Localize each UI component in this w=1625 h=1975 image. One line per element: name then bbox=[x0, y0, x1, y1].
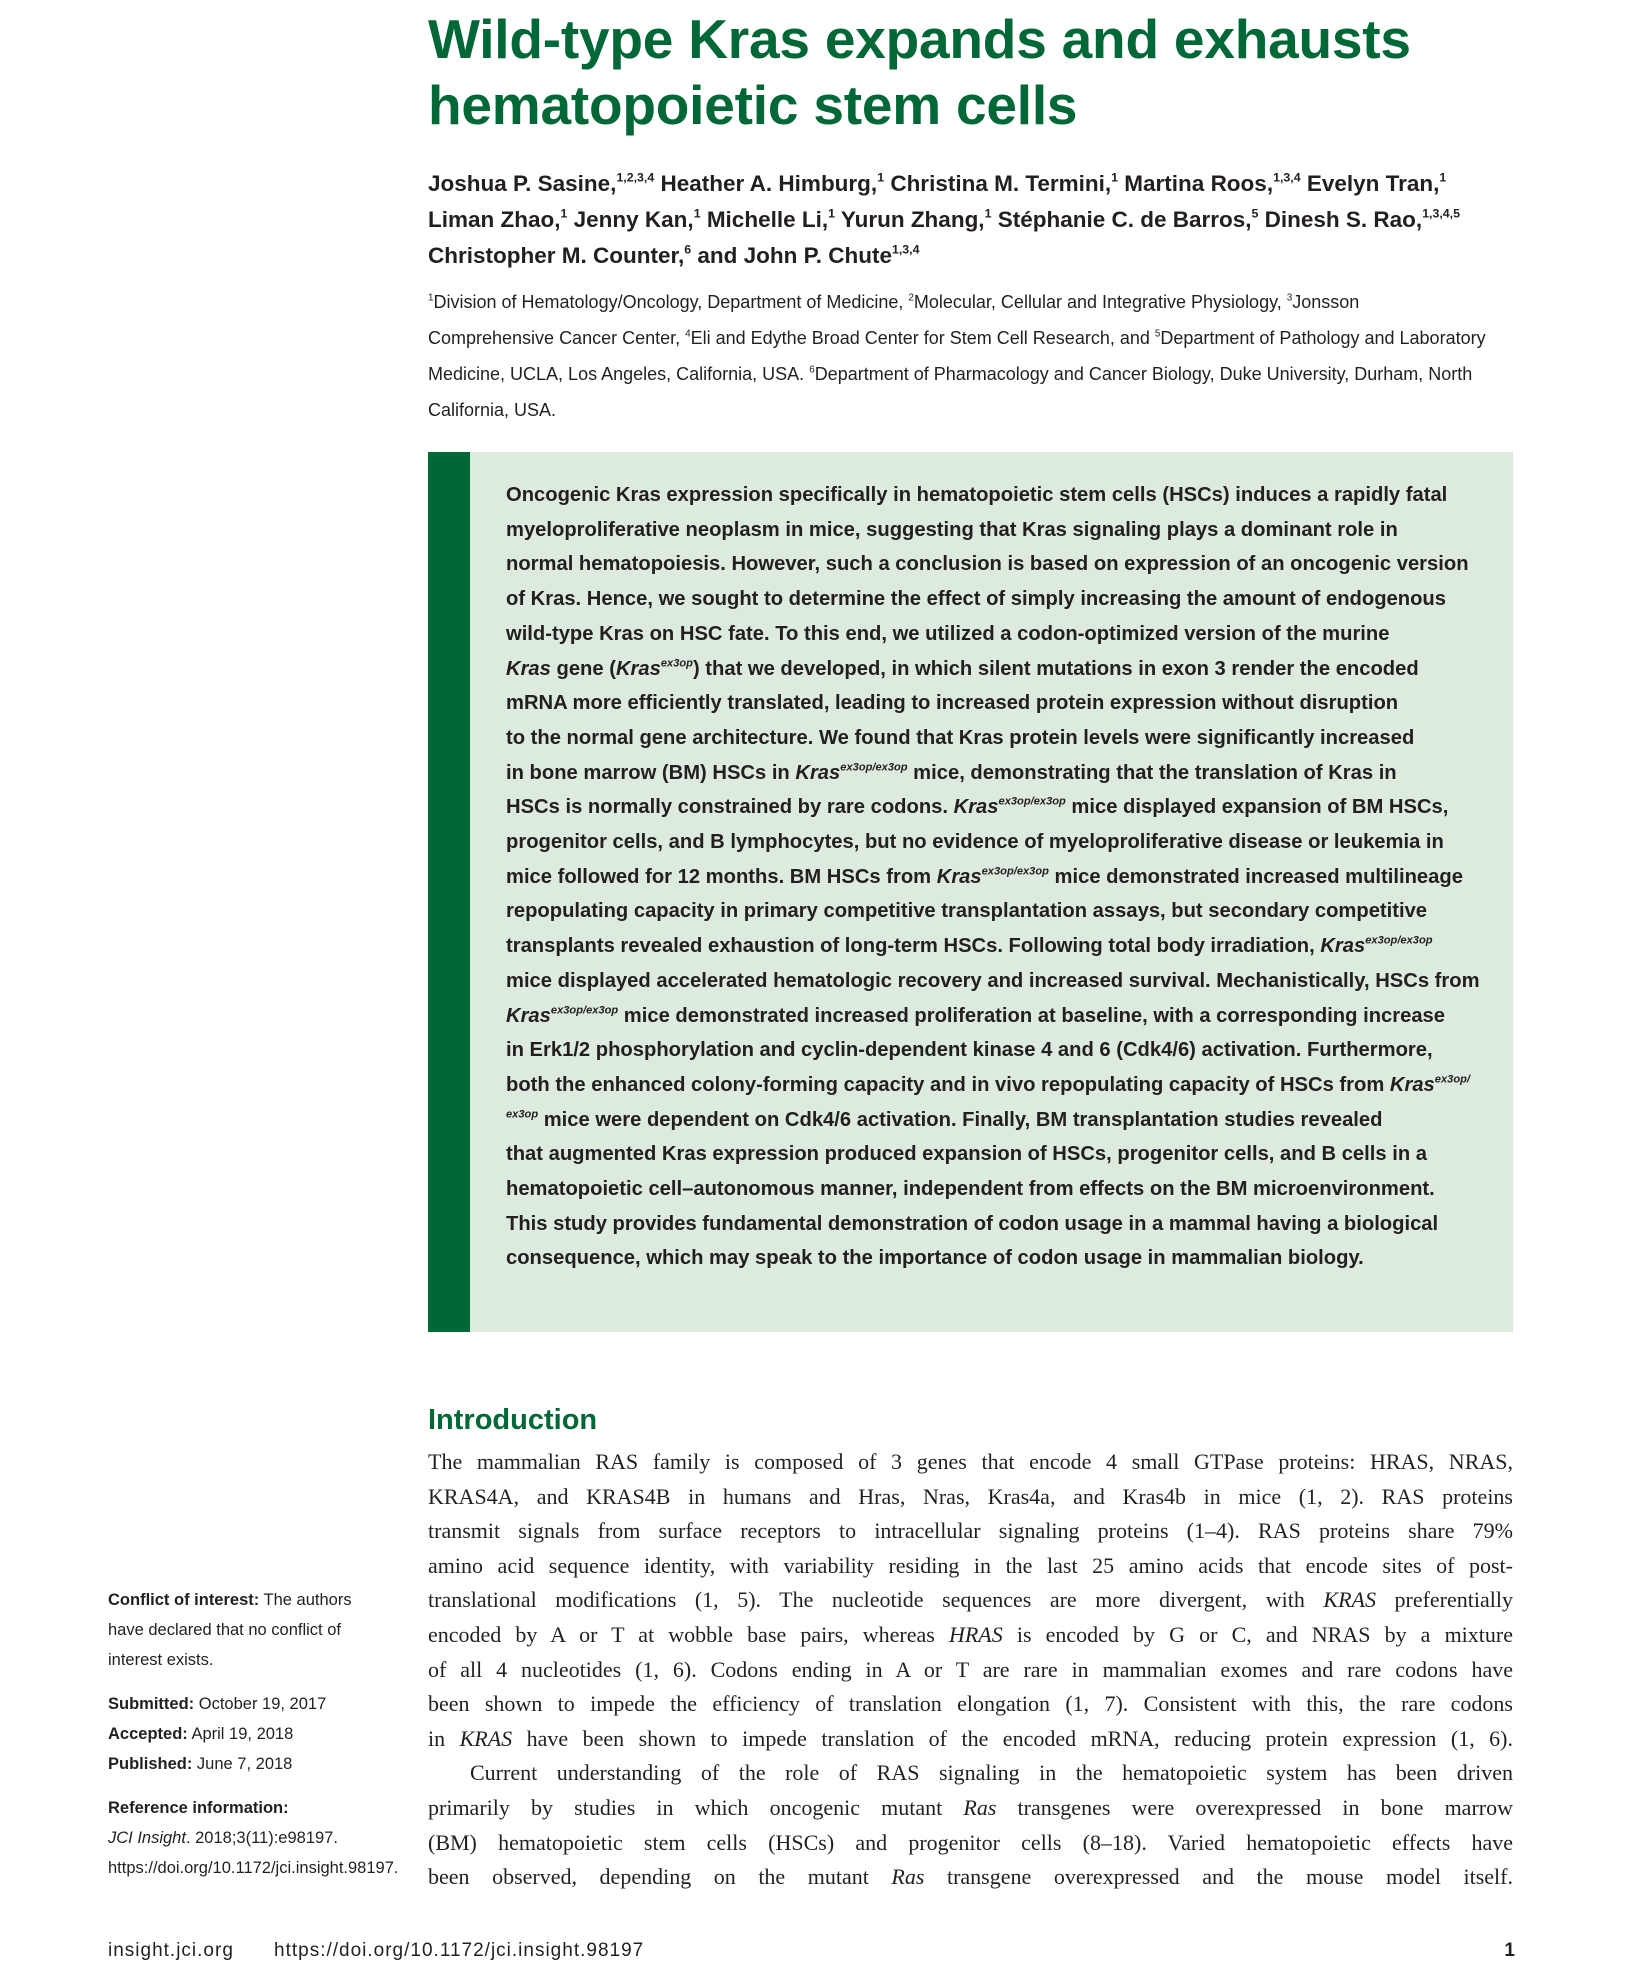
affiliation-text: Division of Hematology/Oncology, Department of Medicine, bbox=[433, 292, 909, 312]
text-run: repopulating capacity in primary competitive transplantation assays, but secondary competitive bbox=[506, 900, 1428, 923]
abstract-line bbox=[506, 825, 1496, 860]
text-run: have been shown to impede translation of the encoded mRNA, reducing protein expression (1, 6). bbox=[512, 1725, 1513, 1751]
footer-doi-link[interactable]: https://doi.org/10.1172/jci.insight.98197 bbox=[274, 1940, 645, 1961]
reference-label: Reference information: bbox=[108, 1799, 289, 1817]
affiliation-text: Molecular, Cellular and Integrative Physiology, bbox=[913, 292, 1287, 312]
abstract-line bbox=[506, 1033, 1496, 1068]
author-affiliation-marker: 1 bbox=[693, 206, 701, 221]
abstract-line bbox=[506, 582, 1496, 617]
introduction-line bbox=[428, 1826, 1513, 1861]
genotype-superscript: ex3op/ex3op bbox=[1365, 934, 1433, 947]
text-run: (BM) hematopoietic stem cells (HSCs) and progenitor cells (8–18). Varied hematopoietic effects have bbox=[428, 1829, 1513, 1855]
text-run: mRNA more efficiently translated, leading to increased protein expression without disruption bbox=[506, 692, 1399, 715]
author-name: Martina Roos, bbox=[1118, 171, 1274, 196]
italic-term: Kras bbox=[615, 657, 661, 680]
abstract-line bbox=[506, 1172, 1496, 1207]
abstract-line bbox=[506, 617, 1496, 652]
introduction-line bbox=[428, 1653, 1513, 1688]
text-run: both the enhanced colony-forming capacity and in vivo repopulating capacity of HSCs from bbox=[506, 1073, 1390, 1096]
text-run: hematopoietic cell–autonomous manner, independent from effects on the BM microenvironment. bbox=[506, 1178, 1435, 1201]
affiliations bbox=[428, 284, 1488, 428]
introduction-line bbox=[428, 1445, 1513, 1480]
italic-term: Kras bbox=[506, 657, 551, 680]
accepted-label: Accepted: bbox=[108, 1725, 188, 1743]
affiliation-text: Department of Pathology and Laboratory Medicine, UCLA, Los Angeles, California, USA. bbox=[428, 328, 1486, 384]
abstract-line bbox=[506, 964, 1496, 999]
published-label: Published: bbox=[108, 1755, 193, 1773]
conflict-label: Conflict of interest: bbox=[108, 1591, 260, 1609]
text-run: mice were dependent on Cdk4/6 activation. Finally, BM transplantation studies revealed bbox=[538, 1108, 1383, 1131]
author-name: Evelyn Tran, bbox=[1300, 171, 1440, 196]
text-run: mice demonstrated increased proliferation at baseline, with a corresponding increase bbox=[618, 1004, 1446, 1027]
conflict-text: The authors have declared that no conflict of interest exists. bbox=[108, 1591, 352, 1669]
author-line bbox=[428, 166, 1528, 202]
abstract-line bbox=[506, 860, 1496, 895]
italic-term: Kras bbox=[1320, 935, 1366, 958]
author-name: and John P. Chute bbox=[691, 243, 892, 268]
text-run: mice displayed accelerated hematologic recovery and increased survival. Mechanistically, HSCs from bbox=[506, 969, 1480, 992]
text-run: HSCs is normally constrained by rare codons. bbox=[506, 796, 954, 819]
abstract-line bbox=[506, 929, 1496, 964]
italic-term: HRAS bbox=[948, 1621, 1003, 1647]
introduction-line bbox=[428, 1549, 1513, 1584]
text-run: The mammalian RAS family is composed of 3 genes that encode 4 small GTPase proteins: HRAS, NRAS, bbox=[428, 1449, 1513, 1474]
text-run: amino acid sequence identity, with variability residing in the last 25 amino acids that encode sites of post- bbox=[428, 1552, 1513, 1578]
text-run: transgene overexpressed and the mouse model itself. bbox=[924, 1864, 1513, 1890]
text-run: wild-type Kras on HSC fate. To this end, we utilized a codon-optimized version of the murine bbox=[506, 622, 1390, 645]
author-name: Liman Zhao, bbox=[428, 207, 561, 232]
abstract-line bbox=[506, 1103, 1496, 1138]
author-name: Heather A. Himburg, bbox=[654, 171, 878, 196]
accepted-value: April 19, 2018 bbox=[187, 1725, 294, 1743]
submitted-value: October 19, 2017 bbox=[194, 1695, 327, 1713]
affiliation-marker: 3 bbox=[1286, 292, 1293, 304]
genotype-superscript: ex3op/ex3op bbox=[550, 1004, 619, 1017]
published-date bbox=[108, 1749, 388, 1779]
author-affiliation-marker: 1,3,4 bbox=[892, 242, 920, 257]
introduction-line bbox=[428, 1514, 1513, 1549]
text-run: normal hematopoiesis. However, such a conclusion is based on expression of an oncogenic version bbox=[506, 553, 1469, 576]
author-affiliation-marker: 1,2,3,4 bbox=[616, 170, 655, 185]
author-line bbox=[428, 202, 1528, 238]
text-run: consequence, which may speak to the importance of codon usage in mammalian biology. bbox=[506, 1247, 1364, 1270]
text-run: preferentially bbox=[1375, 1587, 1513, 1613]
author-name: Yurun Zhang, bbox=[834, 207, 985, 232]
abstract-line bbox=[506, 1207, 1496, 1242]
abstract-accent-bar bbox=[428, 452, 470, 1332]
author-name: Christina M. Termini, bbox=[884, 171, 1112, 196]
text-run: transplants revealed exhaustion of long-term HSCs. Following total body irradiation, bbox=[506, 935, 1321, 958]
accepted-date bbox=[108, 1719, 388, 1749]
genotype-superscript: ex3op/ex3op bbox=[840, 761, 908, 774]
introduction-line bbox=[428, 1756, 1513, 1791]
author-affiliation-marker: 1,3,4 bbox=[1273, 170, 1301, 185]
reference-information bbox=[108, 1793, 399, 1883]
abstract-line bbox=[506, 652, 1496, 687]
article-sidebar bbox=[108, 1585, 399, 1883]
abstract-line bbox=[506, 1068, 1496, 1103]
abstract-line bbox=[506, 547, 1496, 582]
author-name: Stéphanie C. de Barros, bbox=[991, 207, 1252, 232]
affiliation-marker: 6 bbox=[809, 364, 815, 376]
text-run: transgenes were overexpressed in bone marrow bbox=[996, 1794, 1513, 1820]
affiliation-text: Eli and Edythe Broad Center for Stem Cell Research, and bbox=[690, 328, 1155, 348]
author-affiliation-marker: 1 bbox=[828, 206, 835, 221]
text-run: translational modifications (1, 5). The nucleotide sequences are more divergent, with bbox=[428, 1587, 1324, 1613]
genotype-superscript: ex3op/ bbox=[1434, 1073, 1470, 1086]
affiliation-marker: 2 bbox=[908, 292, 914, 304]
reference-journal: JCI Insight bbox=[108, 1829, 186, 1847]
introduction-line bbox=[428, 1618, 1513, 1653]
italic-term: Kras bbox=[506, 1004, 551, 1027]
italic-term: Ras bbox=[963, 1794, 997, 1820]
abstract-line bbox=[506, 894, 1496, 929]
text-run: is encoded by G or C, and NRAS by a mixture bbox=[1002, 1621, 1513, 1647]
text-run: mice, demonstrating that the translation of Kras in bbox=[907, 761, 1397, 784]
author-affiliation-marker: 1 bbox=[1439, 170, 1447, 185]
author-affiliation-marker: 1,3,4,5 bbox=[1422, 206, 1460, 221]
genotype-superscript: ex3op bbox=[506, 1108, 539, 1121]
author-affiliation-marker: 1 bbox=[560, 206, 568, 221]
footer-site-link[interactable]: insight.jci.org bbox=[108, 1940, 234, 1961]
text-run: in bone marrow (BM) HSCs in bbox=[506, 761, 796, 784]
introduction-heading: Introduction bbox=[428, 1404, 598, 1436]
author-affiliation-marker: 6 bbox=[684, 242, 692, 257]
text-run: progenitor cells, and B lymphocytes, but no evidence of myeloproliferative disease or leukemia in bbox=[506, 831, 1444, 854]
author-name: Christopher M. Counter, bbox=[428, 243, 685, 268]
text-run: primarily by studies in which oncogenic mutant bbox=[428, 1794, 964, 1820]
abstract-box bbox=[428, 452, 1513, 1332]
italic-term: Kras bbox=[936, 865, 982, 888]
text-run: in Erk1/2 phosphorylation and cyclin-dependent kinase 4 and 6 (Cdk4/6) activation. Furthermore, bbox=[506, 1039, 1433, 1062]
page-footer bbox=[108, 1936, 1516, 1966]
italic-term: Kras bbox=[953, 796, 999, 819]
submitted-date bbox=[108, 1689, 388, 1719]
affiliation-marker: 1 bbox=[428, 292, 434, 304]
abstract-line bbox=[506, 686, 1496, 721]
abstract-line bbox=[506, 790, 1496, 825]
genotype-superscript: ex3op/ex3op bbox=[981, 865, 1049, 878]
author-affiliation-marker: 1 bbox=[984, 206, 992, 221]
abstract-line bbox=[506, 1137, 1496, 1172]
abstract-line bbox=[506, 756, 1496, 791]
affiliation-marker: 5 bbox=[1154, 328, 1161, 340]
author-affiliation-marker: 1 bbox=[877, 170, 885, 185]
italic-term: Ras bbox=[891, 1864, 925, 1890]
text-run: mice demonstrated increased multilineage bbox=[1048, 865, 1463, 888]
text-run: mice displayed expansion of BM HSCs, bbox=[1065, 796, 1449, 819]
text-run: that augmented Kras expression produced expansion of HSCs, progenitor cells, and B cells in a bbox=[506, 1143, 1427, 1166]
abstract-line bbox=[506, 478, 1496, 513]
text-run: Current understanding of the role of RAS signaling in the hematopoietic system has been driven bbox=[470, 1760, 1513, 1786]
published-value: June 7, 2018 bbox=[192, 1755, 293, 1773]
genotype-superscript: ex3op/ex3op bbox=[998, 796, 1066, 808]
text-run: in bbox=[428, 1725, 460, 1751]
text-run: of Kras. Hence, we sought to determine the effect of simply increasing the amount of endogenous bbox=[506, 588, 1446, 611]
conflict-of-interest bbox=[108, 1585, 388, 1675]
text-run: KRAS4A, and KRAS4B in humans and Hras, Nras, Kras4a, and Kras4b in mice (1, 2). RAS proteins bbox=[428, 1483, 1513, 1509]
author-line bbox=[428, 238, 1528, 274]
abstract-line bbox=[506, 1241, 1496, 1276]
reference-text: . 2018;3(11):e98197. https://doi.org/10.1172/jci.insight.98197. bbox=[108, 1829, 399, 1877]
text-run: ) that we developed, in which silent mutations in exon 3 render the encoded bbox=[692, 657, 1419, 680]
abstract-line bbox=[506, 513, 1496, 548]
introduction-line bbox=[428, 1687, 1513, 1722]
text-run: transmit signals from surface receptors to intracellular signaling proteins (1–4). RAS proteins share 79% bbox=[428, 1518, 1513, 1544]
author-list bbox=[428, 166, 1528, 274]
text-run: of all 4 nucleotides (1, 6). Codons ending in A or T are rare in mammalian exomes and rare codons have bbox=[428, 1656, 1513, 1682]
genotype-superscript: ex3op bbox=[660, 657, 693, 670]
abstract-text bbox=[506, 478, 1496, 1276]
text-run: encoded by A or T at wobble base pairs, whereas bbox=[428, 1621, 949, 1647]
submitted-label: Submitted: bbox=[108, 1695, 195, 1713]
author-affiliation-marker: 1 bbox=[1111, 170, 1119, 185]
text-run: been shown to impede the efficiency of translation elongation (1, 7). Consistent with this, the rare codons bbox=[428, 1691, 1513, 1717]
introduction-line bbox=[428, 1722, 1513, 1757]
author-name: Jenny Kan, bbox=[567, 207, 694, 232]
italic-term: KRAS bbox=[1323, 1587, 1376, 1613]
introduction-line bbox=[428, 1583, 1513, 1618]
affiliation-text: Jonsson Comprehensive Cancer Center, bbox=[428, 292, 1360, 348]
author-name: Michelle Li, bbox=[700, 207, 829, 232]
text-run: to the normal gene architecture. We found that Kras protein levels were significantly increased bbox=[506, 726, 1415, 749]
affiliation-marker: 4 bbox=[685, 328, 691, 340]
page-number: 1 bbox=[1504, 1940, 1516, 1961]
italic-term: Kras bbox=[1389, 1073, 1435, 1096]
author-name: Dinesh S. Rao, bbox=[1258, 207, 1423, 232]
text-run: gene ( bbox=[550, 657, 616, 680]
affiliation-text: Department of Pharmacology and Cancer Biology, Duke University, Durham, North California, USA. bbox=[428, 364, 1473, 420]
text-run: mice followed for 12 months. BM HSCs from bbox=[506, 865, 937, 888]
abstract-line bbox=[506, 999, 1496, 1034]
article-title: Wild-type Kras expands and exhausts hematopoietic stem cells bbox=[428, 8, 1411, 136]
text-run: This study provides fundamental demonstration of codon usage in a mammal having a biological bbox=[506, 1212, 1439, 1235]
italic-term: Kras bbox=[795, 761, 841, 784]
text-run: Oncogenic Kras expression specifically in hematopoietic stem cells (HSCs) induces a rapidly fatal bbox=[506, 484, 1448, 506]
introduction-line bbox=[428, 1791, 1513, 1826]
author-name: Joshua P. Sasine, bbox=[428, 171, 617, 196]
text-run: myeloproliferative neoplasm in mice, suggesting that Kras signaling plays a dominant role in bbox=[506, 518, 1398, 541]
introduction-body bbox=[428, 1445, 1513, 1895]
author-affiliation-marker: 5 bbox=[1251, 206, 1259, 221]
introduction-line bbox=[428, 1860, 1513, 1895]
italic-term: KRAS bbox=[459, 1725, 513, 1751]
introduction-line bbox=[428, 1480, 1513, 1515]
text-run: been observed, depending on the mutant bbox=[428, 1864, 892, 1890]
abstract-line bbox=[506, 721, 1496, 756]
